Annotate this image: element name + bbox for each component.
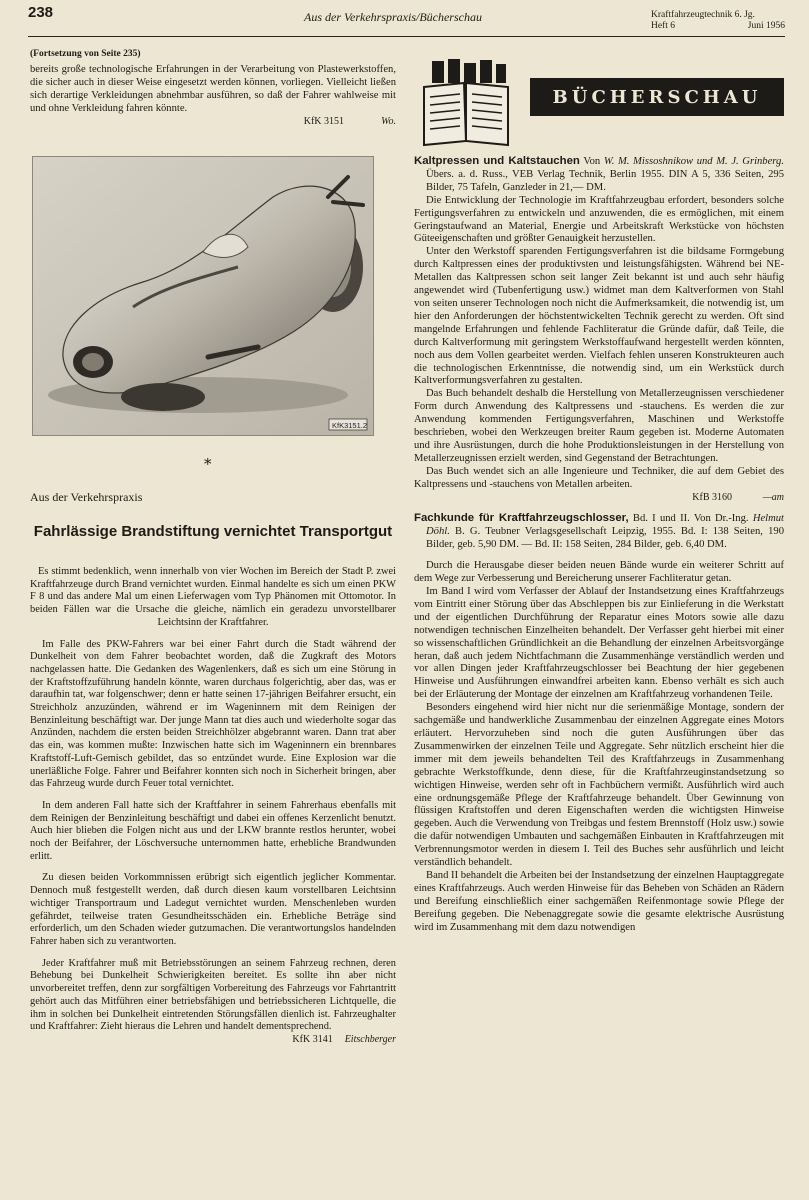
- book1-paragraph: Die Entwicklung der Technologie im Kraftfahrzeugbau erfordert, besonders solche Fertigungsverfahren zu entwickeln und anzuwenden, die es ermöglichen, mit einem Geringstaufwand an Material, Energie und Arbeitskraft Werkstücke von höchsten Güteeigenschaften und größter Genauigkeit herzustellen.: [414, 194, 784, 245]
- journal-info: [651, 10, 785, 32]
- book1-heading: [414, 155, 784, 195]
- book1-authors: W. M. Missoshnikow und M. J. Grinberg.: [603, 156, 784, 167]
- continuation-note: (Fortsetzung von Seite 235): [30, 49, 141, 59]
- journal-issue: Heft 6: [651, 21, 676, 31]
- article-rubric: Aus der Verkehrspraxis: [30, 490, 143, 504]
- page-number: 238: [28, 4, 54, 21]
- book2-author: Helmut Döhl.: [426, 513, 784, 538]
- article-headline: Fahrlässige Brandstiftung vernichtet Transportgut: [33, 523, 393, 540]
- motorcycle-photo: [32, 156, 374, 436]
- article-author: Eitschberger: [344, 1033, 396, 1045]
- continuation-author: Wo.: [381, 115, 396, 127]
- article-ref: KfK 3141: [292, 1033, 333, 1045]
- book2-details: B. G. Teubner Verlagsgesellschaft Leipzig, 1955. Bd. I: 138 Seiten, 190 Bilder, geb. 5,90 DM. — Bd. II: 158 Seiten, 284 Bilder, geb. 6,40 DM.: [426, 526, 784, 551]
- article-lead: Es stimmt bedenklich, wenn innerhalb von vier Wochen im Bereich der Stadt P. zwei Kraftfahrzeuge durch Brand vernichtet wurden. Einmal handelte es sich um einen PKW F 8 und das andere Mal um einen Lieferwagen vom Typ Phänomen mit Ottomotor. In beiden Fällen war die Ursache die gleiche, nämlich ein geradezu unvorstellbarer Leichtsinn der Kraftfahrer.: [30, 566, 396, 628]
- continuation-block: [30, 48, 396, 128]
- book2-paragraph: Durch die Herausgabe dieser beiden neuen Bände wurde ein weiterer Schritt auf dem Wege zur Verbesserung und Bereicherung unserer Fachliteratur getan.: [414, 560, 784, 585]
- bookreview-column: [414, 155, 784, 934]
- article-paragraph: Im Falle des PKW-Fahrers war bei einer Fahrt durch die Stadt während der Dunkelheit von dem Fahrer beobachtet worden, daß die Zugkraft des Motors nachgelassen hatte. Die Gedanken des Wagenlenkers, daß es sich um eine Störung in der Kraftstoffzuführung handeln könnte, waren durchaus folgerichtig, aber das, was er daraufhin tat, war folgenschwer; denn er hatte seinen 17-jährigen Beifahrer ersucht, ein Streichholz anzuzünden, während er im Wageninnern mit dem Reinigen der Benzinleitung beschäftigt war. Der junge Mann tat dies auch und wiederholte sogar das Anzünden, nachdem die ersten beiden Streichhölzer abgebrannt waren. Dann trat aber das ein, was kommen mußte: Inzwischen hatte sich im Wageninnern ein brennbares Kraftstoff-Luft-Gemisch gebildet, das so entzündet wurde. Eine Explosion war die unerläßliche Folge. Fahrer und Beifahrer konnten sich noch in Sicherheit bringen, aber das Fahrzeug wurde durch Feuer total vernichtet.: [30, 638, 396, 790]
- book1-title: Kaltpressen und Kaltstauchen: [414, 155, 580, 167]
- journal-date: Juni 1956: [747, 21, 785, 31]
- book1-ref: KfB 3160: [692, 491, 732, 503]
- section-separator: *: [204, 455, 212, 473]
- book1-by: Von: [583, 156, 601, 167]
- book2-heading: [414, 512, 784, 552]
- book1-signature: [414, 492, 784, 505]
- open-book-icon: [418, 57, 514, 147]
- book1-paragraph: Unter den Werkstoff sparenden Fertigungsverfahren ist die bildsame Formgebung durch Kaltpressen eines der produktivsten und leistungsfähigsten. Während bei NE-Metallen das Kaltpressen schon seit langer Zeit bekannt ist und auch sehr häufig angewendet wird (Tubenfertigung usw.) widmet man dem Kaltverformen von Stahl von seiten unserer Technologen noch nicht die Aufmerksamkeit, die notwendig ist, um hier den Anforderungen der höchstentwickelten Technik gerecht zu werden. Oft sind mangelnde Erfahrungen und fehlende Fachliteratur die Gründe dafür, daß Teile, die durch Kaltverformung mit geringstem Werkstoffaufwand hergestellt werden könnten, noch aus dem Vollen gearbeitet werden. Vielfach fehlen unseren Konstrukteuren auch die technologischen Erkenntnisse, die notwendig sind, um ein Werkstück durch Kaltverformungsverfahren zu gestalten.: [414, 246, 784, 387]
- continuation-ref: KfK 3151: [303, 115, 344, 127]
- bookreview-banner: BÜCHERSCHAU: [530, 78, 784, 116]
- continuation-signature: [30, 116, 396, 129]
- photo-label: KfK3151.2: [332, 421, 368, 430]
- journal-name: Kraftfahrzeugtechnik 6. Jg.: [651, 10, 755, 20]
- book1-paragraph: Das Buch behandelt deshalb die Herstellung von Metallerzeugnissen verschiedener Form durch Anwendung des Kaltpressens und -stauchens. Es werden die zur Anwendung kommenden Fertigungsverfahren, Maschinen und Werkstoffe beschrieben, wobei den Werkzeugen breiter Raum gegeben ist. Moderne Automaten und ihre Ausrüstungen, durch die hohe Produktionsleistungen in der Herstellung von Metallerzeugnissen erzielt werden, sind Gegenstand der Betrachtungen.: [414, 388, 784, 464]
- page-header: [28, 4, 785, 37]
- book1-reviewer: —am: [762, 491, 784, 503]
- article-paragraph: Zu diesen beiden Vorkommnissen erübrigt sich eigentlich jeglicher Kommentar. Dennoch muß festgestellt werden, daß durch diesen kaum vorstellbaren Leichtsinn wichtiger Transportraum und Ladegut vernichtet wurden. Menschenleben wurden gefährdet, teilweise traten Gesundheitsschäden ein. Erhebliche Beträge sind erforderlich, um den Schaden wieder gutzumachen. Die verantwortungslos handelnden Fahrer haben sich zu verantworten.: [30, 872, 396, 947]
- article-signature: [30, 1034, 396, 1047]
- book2-paragraph: Band II behandelt die Arbeiten bei der Instandsetzung der einzelnen Hauptaggregate eines Kraftfahrzeugs. Auch werden Hinweise für das Beheben von Schäden an Rädern und Bereifung einschließlich einer sachgemäßen Reifenmontage sowie Pflege der Bereifung gegeben. Die Nebenaggregate sowie die gesamte elektrische Ausrüstung wird im Zusammenhang mit dem dazu notwendigen: [414, 869, 784, 933]
- book1-details: Übers. a. d. Russ., VEB Verlag Technik, Berlin 1955. DIN A 5, 336 Seiten, 295 Bilder, 75 Tafeln, Ganzleder in 21,— DM.: [426, 168, 784, 193]
- continuation-text: bereits große technologische Erfahrungen in der Verarbeitung von Plastewerkstoffen, die sicher auch in dieser Weise eingesetzt werden können, vorliegen. Vielleicht ließen sich derartige Verkleidungen abnehmbar ausführen, so daß der Fahrer wahlweise mit und ohne Verkleidung fahren könnte.: [30, 63, 396, 114]
- book2-title: Fachkunde für Kraftfahrzeugschlosser,: [414, 512, 629, 525]
- book2-vols: Bd. I und II. Von Dr.-Ing.: [632, 513, 749, 525]
- article-body: [30, 566, 396, 1047]
- article-paragraph: In dem anderen Fall hatte sich der Kraftfahrer in seinem Fahrerhaus ebenfalls mit dem Reinigen der Benzinleitung beschäftigt und dabei ein offenes Kerzenlicht benutzt. Auch hier blieben die Folgen nicht aus und der LKW brannte restlos herunter, wobei noch der Beifahrer, der Löschversuche unternommen hatte, erhebliche Brandwunden erlitt.: [30, 799, 396, 862]
- book2-paragraph: Besonders eingehend wird hier nicht nur die serienmäßige Montage, sondern der sachgemäße und handwerkliche Zusammenbau der einzelnen Aggregate eines Motors erläutert. Hervorzuheben sind noch die guten Ausführungen über das Zusammenwirken der einzelnen Teile und Aggregate. Sehr nützlich erscheint hier die immer mit dem jeweils behandelten Teil des Kraftfahrzeugs in Zusammenhang gebrachte Werkstoffkunde, denn diese, für die Kraftfahrzeuginstandsetzung so wichtigen Hinweise, werden sehr oft in Fachbüchern vermißt. Ausführlich wird auch eine ordnungsgemäße Pflege der Kraftfahrzeuge behandelt. Über Gewinnung von flüssigen Kraftstoffen und deren Eigenschaften werden die wichtigsten Hinweise gegeben. Auch die Verwendung von Treibgas und festem Brennstoff (Holz usw.) sowie die dafür notwendigen Umbauten und sachgemäßen Einbauten in Kraftfahrzeugen mit Verbrennungsmotor werden in diesem I. Teil des Buches sehr ausführlich und leicht verständlich behandelt.: [414, 702, 784, 869]
- section-title: Aus der Verkehrspraxis/Bücherschau: [304, 10, 482, 24]
- book1-paragraph: Das Buch wendet sich an alle Ingenieure und Techniker, die auf dem Gebiet des Kaltpressens und -stauchens von Metallen arbeiten.: [414, 465, 784, 490]
- article-paragraph: Jeder Kraftfahrer muß mit Betriebsstörungen an seinem Fahrzeug rechnen, deren Behebung bei Dunkelheit Schwierigkeiten bereitet. Es sollte ihn aber nicht unvorbereitet treffen, denn zur sorgfältigen Vorbereitung des Fahrzeugs vor Fahrtantritt gehört auch das Mitführen einer betriebsfähigen und betriebssicheren Lichtquelle, die ihm in solchen bei Dunkelheit eintretenden Störungsfällen dienlich ist. Fahrzeughalter und Kraftfahrer: Zieht hieraus die Lehren und handelt dementsprechend.: [30, 957, 396, 1033]
- book2-paragraph: Im Band I wird vom Verfasser der Ablauf der Instandsetzung eines Kraftfahrzeugs vom Eintritt einer Störung über das Abschleppen bis zur Einlieferung in die Werkstatt und der eigentlichen Durchführung der Reparatur eines Motors sowie alle dazu notwendigen technischen Einzelheiten behandelt. Der Verfasser geht hierbei mit einer so wissenschaftlichen Gründlichkeit an die Behandlung der einzelnen Arbeitsvorgänge heran, daß auch jedem Nichtfachmann die Zusammenhänge verständlich werden und vor allen Dingen jeder Kraftfahrzeugschlosser bei Beachtung der hier gegebenen Hinweise und Ausführungen einwandfrei arbeiten kann. Ebenso verhält es sich auch bei der Erläuterung der Montage der einzelnen am Kraftfahrzeug vorhandenen Teile.: [414, 586, 784, 701]
